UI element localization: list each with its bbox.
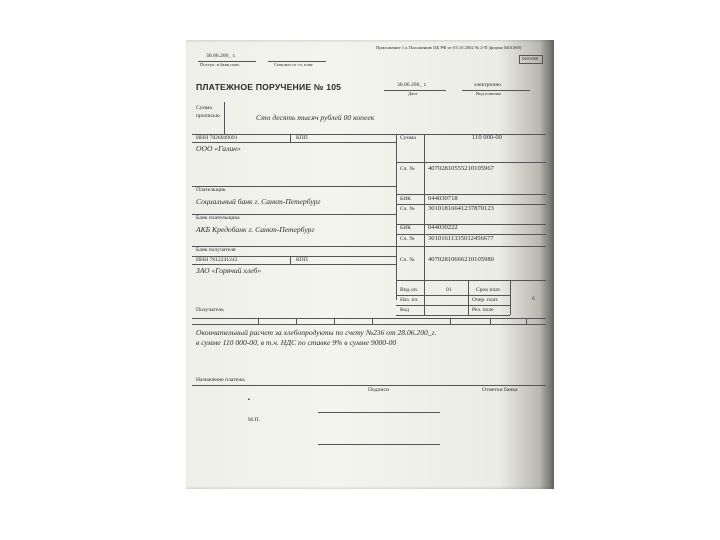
bank-marks-label: Отметки банка xyxy=(482,387,518,393)
order-label: Очер. плат. xyxy=(472,297,499,303)
code-label: Код xyxy=(400,307,409,313)
date-value: 30.06.200_ г. xyxy=(397,82,427,88)
op-type-value: 01 xyxy=(446,287,452,293)
receiver-account: 40702810666210105980 xyxy=(428,256,494,263)
payment-order-document xyxy=(186,40,554,489)
amount-words-label-2: прописью xyxy=(196,113,220,119)
receiver-bank-acc-label: Сч. № xyxy=(400,236,415,242)
receiver-bank-acc: 30101611335012456677 xyxy=(428,235,494,242)
payer-bank-acc: 30101816641237870123 xyxy=(428,205,494,212)
receiver-inn: ИНН 7812241242 xyxy=(196,257,238,263)
payer-bank-name: Социальный банк г. Санкт-Петербург xyxy=(196,197,321,206)
receiver-bank-label: Банк получателя xyxy=(196,247,236,253)
purpose-label: Назначение платежа xyxy=(196,377,245,383)
receiver-label: Получатель xyxy=(196,307,224,313)
payment-type-label: Вид платежа xyxy=(476,91,501,96)
sum-value: 110 000-00 xyxy=(472,134,502,141)
purpose-code-label: Наз. пл. xyxy=(400,297,419,303)
payer-name: ООО «Галин» xyxy=(196,144,241,153)
term-label: Срок плат. xyxy=(476,287,501,293)
receiver-bank-name: АКБ Кредобанк г. Санкт-Петербург xyxy=(196,225,315,234)
receiver-account-label: Сч. № xyxy=(400,257,415,263)
stamp-dot: ▪ xyxy=(248,397,250,403)
payer-kpp-label: КПП xyxy=(296,135,308,141)
form-code: 0401060 xyxy=(522,56,539,61)
op-type-label: Вид оп. xyxy=(400,287,419,293)
signatures-label: Подписи xyxy=(368,387,389,393)
page-edge-shadow xyxy=(540,40,554,489)
amount-words-value: Сто десять тысяч рублей 00 копеек xyxy=(256,113,375,122)
amount-words-label: Сумма xyxy=(196,105,212,111)
payer-bank-label: Банк плательщика xyxy=(196,215,240,221)
order-value: 6 xyxy=(532,296,535,302)
stamp-label: М.П. xyxy=(248,417,260,423)
document-title: ПЛАТЕЖНОЕ ПОРУЧЕНИЕ № 105 xyxy=(196,82,342,92)
form-reference: Приложение 1 к Положению ЦБ РФ от 03.10.2002 № 2-П (форма 0401060) xyxy=(376,45,522,50)
payer-bik-label: БИК xyxy=(400,196,411,202)
payer-inn: ИНН 7826049091 xyxy=(196,135,238,141)
receiver-name: ЗАО «Горячий хлеб» xyxy=(196,266,262,275)
payer-account-label: Сч. № xyxy=(400,166,415,172)
receiver-kpp-label: КПП xyxy=(296,257,308,263)
payment-type-value: электронно xyxy=(474,82,502,88)
receipt-label: Поступ. в банк плат. xyxy=(200,62,240,67)
purpose-line-1: Окончательный расчет за хлебопродукты по счету №236 от 28.06.200_г. xyxy=(196,328,437,337)
sum-label: Сумма xyxy=(400,135,416,141)
receiver-bik: 044030222 xyxy=(428,224,458,231)
receipt-date: 30.06.200_ г. xyxy=(206,53,236,59)
receiver-bik-label: БИК xyxy=(400,225,411,231)
payer-account: 40702810555210105967 xyxy=(428,165,494,172)
reserve-label: Рез. поле xyxy=(472,307,494,313)
payer-bank-acc-label: Сч. № xyxy=(400,206,415,212)
date-label: Дата xyxy=(408,91,418,96)
payer-bik: 044030718 xyxy=(428,195,458,202)
payer-label: Плательщик xyxy=(196,187,226,193)
purpose-line-2: в сумме 110 000-00, в т.ч. НДС по ставке 9% в сумме 9000-00 xyxy=(196,338,397,347)
debit-label: Списано со сч. плат. xyxy=(274,62,314,67)
